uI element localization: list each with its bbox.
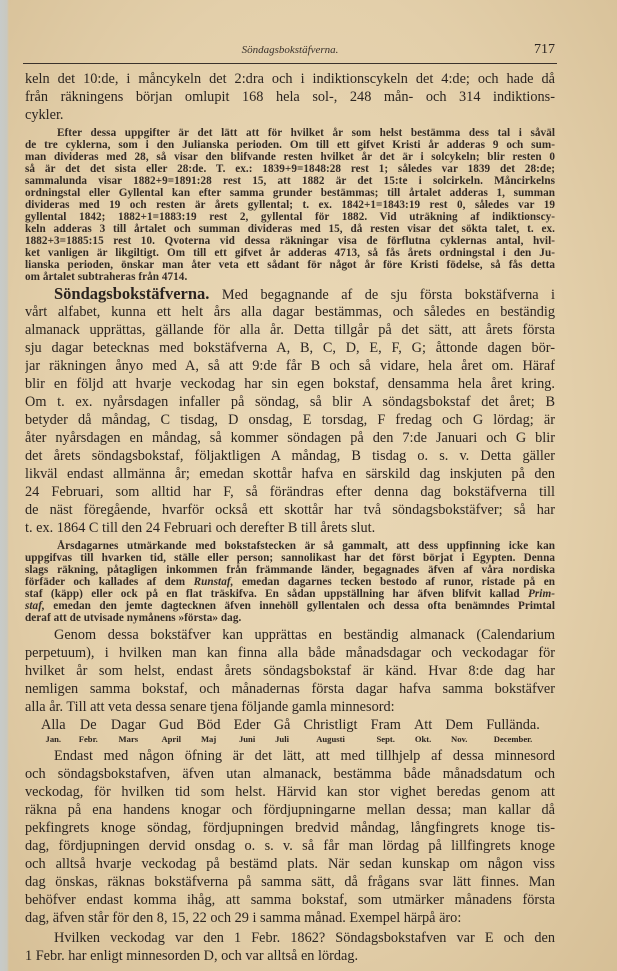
text-line: pekfingrets knoge söndag, fördjupningen bredvid måndag, långfingrets knoge tis- <box>25 820 555 836</box>
mnemonic-word: Fram <box>370 717 401 733</box>
mnemonic-word: Att <box>413 717 433 733</box>
text-line: 1882+3=1885:15 rest 10. Qvoterna vid dessa räkningar visa de förflutna cyklernas antal, hvil- <box>25 235 555 247</box>
text-line: Endast med någon öfning är det lätt, att med tillhjelp af dessa minnesord <box>54 748 555 764</box>
mnemonic-month: April <box>161 734 182 744</box>
text-line: jar räkningen ånyo med A, så att 9:de får B och så vidare, hela året om. Häraf <box>25 358 555 374</box>
text-line: ordningstal eller Gyllental kan efter samma grunder bestämmas; till årtalet adderas 1, summan <box>25 187 555 199</box>
text-line: perpetuum), i hvilken man kan finna alla både månadsdagar och veckodagar för <box>25 645 555 661</box>
paragraph <box>25 285 555 537</box>
mnemonic-word: Böd <box>196 717 221 733</box>
mnemonic-month: Febr. <box>78 734 98 744</box>
text-line: hvilket år som helst, endast årets söndagsbokstaf är känd. Hvar 8:de dag har <box>25 663 555 679</box>
mnemonic-column <box>371 716 401 745</box>
mnemonic-column <box>111 716 146 745</box>
text-line: t. ex. 1864 C till den 24 Februari och derefter B till årets slut. <box>25 520 376 536</box>
paragraph <box>25 540 555 624</box>
text-line <box>25 576 555 588</box>
mnemonic-column <box>197 716 221 745</box>
text-line: keln det 10:de, i måncykeln det 2:dra och i indiktionscykeln det 4:de; och hade då <box>25 71 555 87</box>
text-line: 24 Februari, som alltid har F, så förändras efter denna dag bokstäfverna till <box>25 484 555 500</box>
text-line: deraf att de utvisade nymånens »första» dag. <box>25 612 242 624</box>
text-line: slags räkning, påtagligen inkommen från främmande länder, begagnades äfven af våra nordiska <box>25 564 555 576</box>
mnemonic-column <box>41 716 66 745</box>
mnemonic-word: Fulländа. <box>486 717 540 733</box>
paragraph <box>25 929 555 965</box>
mnemonic-month: Sept. <box>376 734 395 744</box>
text-line: ket vanligen är likgiltigt. Om till ett gifvet år adderas 4713, så fås årets ordningstal i den Ju- <box>25 247 555 259</box>
running-title: Söndagsbokstäfverna. <box>241 44 339 56</box>
mnemonic-column <box>414 716 432 745</box>
paragraph <box>25 626 555 716</box>
mnemonic-column <box>79 716 98 745</box>
text-line: vårt alfabet, kunna ett helt års alla dagar bestämmas, och således en beständig <box>25 304 555 320</box>
paragraph <box>25 127 555 283</box>
text-line: dag önskas, räknas bokstäfverna på samma sätt, då frågans svar lätt finnes. Man <box>25 874 555 890</box>
mnemonic-word: Christligt <box>303 717 358 733</box>
text-line: de tre cyklerna, som i den Julianska perioden. Om till ett gifvet Kristi år adderas 9 och sum- <box>25 139 555 151</box>
text-line: behöfver endast komma ihåg, att samma bokstaf, som utmärker månadens första <box>25 892 555 908</box>
text-line: almanack upprättas, gällande för alla år. Detta tillgår på det sätt, att årets första <box>25 322 555 338</box>
paragraphs-before-mnemonic <box>25 70 555 716</box>
text-line: och alltså hvarje veckodag på bestämd plats. När sedan kunskap om någon viss <box>25 856 555 872</box>
text-line: cykler. <box>25 107 64 123</box>
text-line: betyder då måndag, C tisdag, D onsdag, E torsdag, F fredag och G lördag; är <box>25 412 555 428</box>
mnemonic-month: December. <box>493 734 533 744</box>
mnemonic-column <box>159 716 184 745</box>
text-line: Hvilken veckodag var den 1 Febr. 1862? Söndagsbokstafven var E och den <box>54 930 555 946</box>
text-line: dag, fördjupningen dervid onsdag o. s. v. så får man lördag på lillfingrets knoge <box>25 838 555 854</box>
text-line: divideras med 19 och resten är årets gyllental; t. ex. 1842+1=1843:19 rest 0, således var 19 <box>25 199 555 211</box>
mnemonic-verse <box>25 716 555 745</box>
text-line: uppgifvas till hvarken tid, ställe eller person; sannolikast har det först börjat i Egypten. Denna <box>25 552 555 564</box>
mnemonic-word: Alla <box>41 717 66 733</box>
text-line: blir en följd att hvarje veckodag har sin egen bokstaf, densamma hela året kring. <box>25 376 555 392</box>
mnemonic-column <box>274 716 291 745</box>
mnemonic-column <box>445 716 473 745</box>
mnemonic-month: Augusti <box>316 734 345 744</box>
paragraph <box>25 70 555 124</box>
text-segment: emedan den jemte dagtecknen äfven innehöll gyllentalen och dessa ofta benämndes Primtal <box>44 600 555 612</box>
italic-term: staf, <box>25 600 45 612</box>
mnemonic-month: Nov. <box>450 734 468 744</box>
text-line: man divideras med 28, så visar den blifvande resten hvilket år det är i solcykeln; blir resten 0 <box>25 151 555 163</box>
text-line: de näst föregående, hvarför också ett skottår har två söndagsbokstäfver; så har <box>25 502 555 518</box>
text-line: likväl endast allmänna år; emedan skottår hafva en särskild dag inskjuten på den <box>25 466 555 482</box>
mnemonic-month: Mars <box>118 734 139 744</box>
text-line <box>25 600 555 612</box>
text-line: åter nyårsdagen en måndag, så kommer söndagen på den 7:de Januari och G blir <box>25 430 555 446</box>
mnemonic-word: Dagar <box>110 717 146 733</box>
text-segment: förfäder och kallades af dem <box>25 576 194 588</box>
text-line: gyllental 1842; 1882+1=1883:19 rest 2, gyllental för 1882. Vid uträkning af indiktionscy- <box>25 211 555 223</box>
mnemonic-month: Maj <box>200 734 217 744</box>
text-line: Årsdagarnes utmärkande med bokstafstecken är så gammalt, att dess uppfinning icke kan <box>57 540 555 552</box>
text-line: 1 Febr. har enligt minnesorden D, och var alltså en lördag. <box>25 948 359 964</box>
text-line <box>25 285 555 303</box>
mnemonic-column <box>486 716 540 745</box>
text-line: dag, äfven står för den 8, 15, 22 och 29 i samma månad. Exempel härpå äro: <box>25 910 462 926</box>
mnemonic-word: Gud <box>158 717 184 733</box>
text-line: Genom dessa bokstäfver kan upprättas en beständig almanack (Calendarium <box>54 627 555 643</box>
article-body <box>25 68 555 965</box>
text-line: och söndagsbokstafven, äfven utan almanack, bestämma både månadsdatum och <box>25 766 555 782</box>
text-line: sju dagar betecknas med bokstäfverna A, B, C, D, E, F, G; åttonde dagen bör- <box>25 340 555 356</box>
text-line: keln adderas 3 till årtalet och summan divideras med 15, då resten visar det sökta talet, t. ex. <box>25 223 555 235</box>
mnemonic-column <box>304 716 358 745</box>
text-line: från räkningens början omlupit 168 hela sol-, 248 mån- och 314 indiktions- <box>25 89 555 105</box>
text-line: sammalunda visar 1882+9=1891:28 rest 15, att 1882 är det 15:te i solcirkeln. Måncirkelns <box>25 175 555 187</box>
text-line <box>25 588 555 600</box>
text-line: Efter dessa uppgifter är det lätt att för hvilket år som helst bestämma dess tal i såväl <box>57 127 555 139</box>
italic-term: Prim- <box>528 588 555 600</box>
paragraph <box>25 747 555 927</box>
header-rule <box>23 63 557 64</box>
mnemonic-month: Juli <box>275 734 289 744</box>
text-segment: staf (käpp) eller ock på en flat träskifva. En sådan uppställning har äfven blifvit kallad <box>25 588 529 600</box>
page-number: 717 <box>534 42 555 57</box>
text-line: lianska perioden, önskar man åter veta ett sådant för något år före Kristi födelse, så fås detta <box>25 259 555 271</box>
text-line: veckodag, för hvilken tid som helst. Härvid kan stor vighet beredas genom att <box>25 784 555 800</box>
mnemonic-word: Eder <box>233 717 261 733</box>
text-line: räkna på ena handens knogar och fördjupningarne mellan dessa; man kallar då <box>25 802 555 818</box>
text-segment: Med begagnande af de sju första bokstäfverna i <box>209 287 555 303</box>
mnemonic-column <box>234 716 261 745</box>
text-line: om årtalet subtraheras från 4714. <box>25 271 188 283</box>
italic-term: Runstaf, <box>193 576 234 588</box>
paragraphs-after-mnemonic <box>25 747 555 965</box>
section-heading: Söndagsbokstäfverna. <box>54 285 210 303</box>
mnemonic-word: De <box>79 717 97 733</box>
mnemonic-word: Dem <box>445 717 474 733</box>
mnemonic-month: Juni <box>238 734 256 744</box>
mnemonic-month: Okt. <box>414 734 432 744</box>
text-line: Om t. ex. nyårsdagen infaller på söndag, så blir A söndagsbokstaf det året; B <box>25 394 555 410</box>
mnemonic-month: Jan. <box>45 734 62 744</box>
text-line: så är det det sista eller 28:de. T. ex.: 1839+9=1848:28 rest 1; således var 1839 det 28:de; <box>25 163 555 175</box>
text-line: nemligen samma bokstaf, och månadernas första dagar hafva samma bokstäfver <box>25 681 555 697</box>
text-segment: emedan dagarnes tecken bestodo af runor, ristade på en <box>233 576 555 588</box>
mnemonic-word: Gå <box>273 717 291 733</box>
text-line: det årets söndagsbokstaf, följaktligen A måndag, B tisdag o. s. v. Detta gäller <box>25 448 555 464</box>
text-line: alla år. Till att veta dessa senare tjena följande gamla minnesord: <box>25 699 395 715</box>
running-header <box>25 42 555 58</box>
